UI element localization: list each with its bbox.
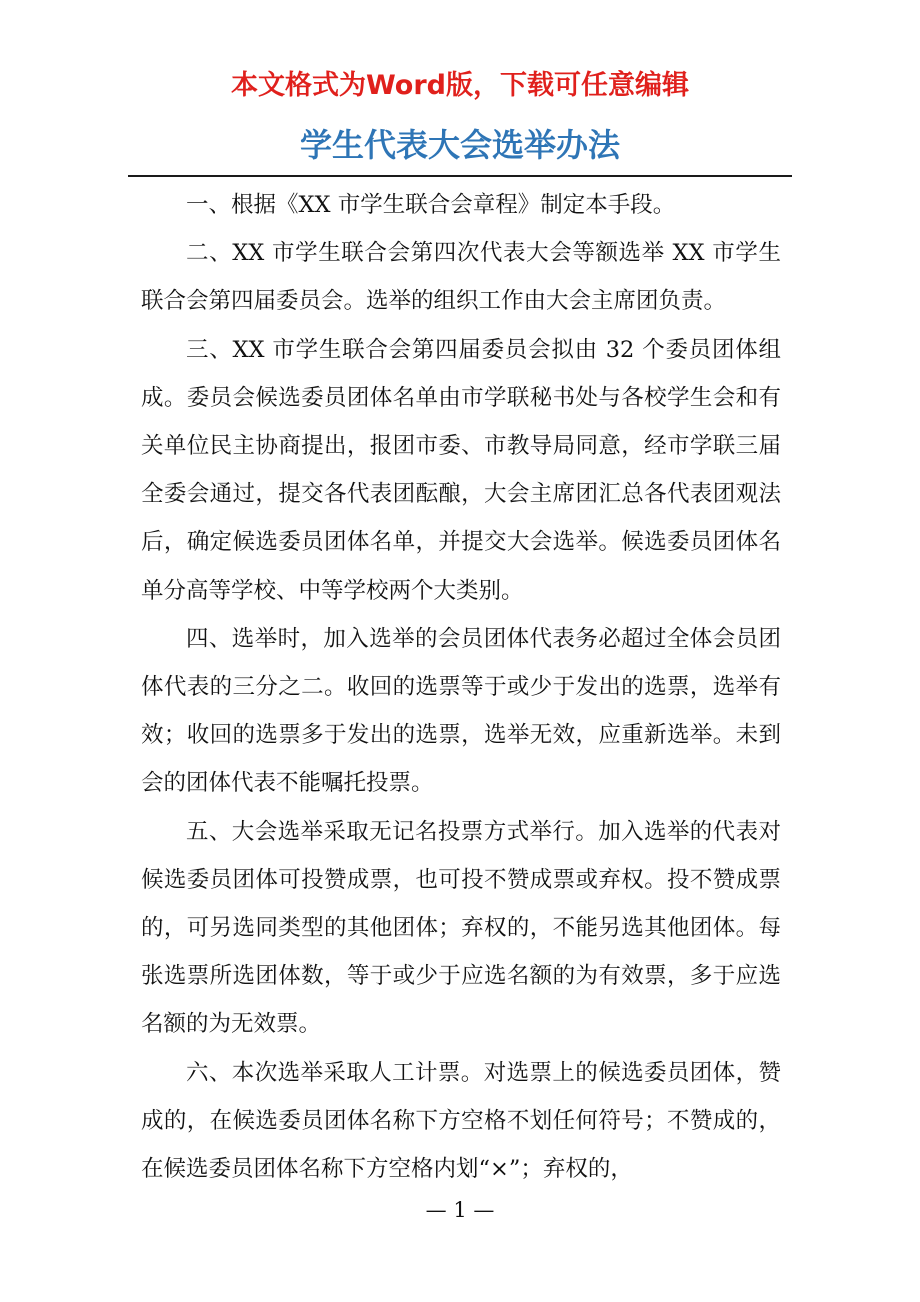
paragraph-2: 二、XX 市学生联合会第四次代表大会等额选举 XX 市学生联合会第四届委员会。选举的组织工作由大会主席团负责。 [141, 240, 781, 315]
paragraph-4: 四、选举时，加入选举的会员团体代表务必超过全体会员团体代表的三分之二。收回的选票等于或少于发出的选票，选举有效；收回的选票多于发出的选票，选举无效，应重新选举。未到会的团体代表不能嘱托投票。 [141, 625, 781, 797]
title-rule [128, 175, 792, 177]
page-number: — 1 — [425, 1198, 495, 1222]
paragraph-1: 一、根据《XX 市学生联合会章程》制定本手段。 [186, 192, 676, 218]
download-notice: 本文格式为Word版，下载可任意编辑 [230, 70, 689, 101]
document-body [141, 181, 781, 1193]
paragraph-6: 六、本次选举采取人工计票。对选票上的候选委员团体，赞成的，在候选委员团体名称下方空格不划任何符号；不赞成的，在候选委员团体名称下方空格内划“×”；弃权的， [141, 1059, 781, 1183]
paragraph-5: 五、大会选举采取无记名投票方式举行。加入选举的代表对候选委员团体可投赞成票，也可投不赞成票或弃权。投不赞成票的，可另选同类型的其他团体；弃权的，不能另选其他团体。每张选票所选团体数，等于或少于应选名额的为有效票，多于应选名额的为无效票。 [141, 818, 781, 1038]
document-title: 学生代表大会选举办法 [299, 126, 620, 164]
paragraph-3: 三、XX 市学生联合会第四届委员会拟由 32 个委员团体组成。委员会候选委员团体名单由市学联秘书处与各校学生会和有关单位民主协商提出，报团市委、市教导局同意，经市学联三届全委会通过，提交各代表团酝酿，大会主席团汇总各代表团观法后，确定候选委员团体名单，并提交大会选举。候选委员团体名单分高等学校、中等学校两个大类别。 [141, 336, 781, 604]
